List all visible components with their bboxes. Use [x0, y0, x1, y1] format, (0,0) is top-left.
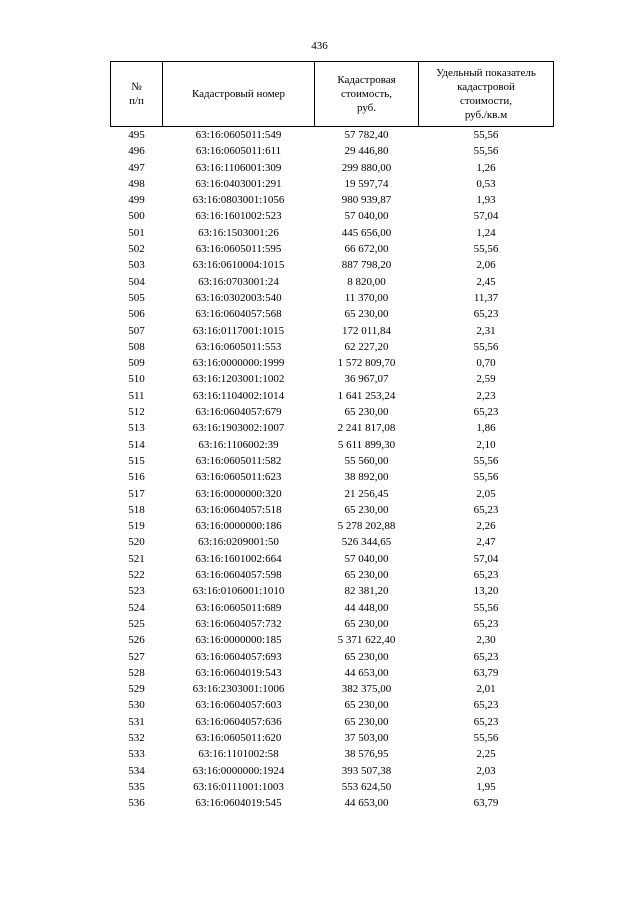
row-number-cell: 497: [128, 161, 145, 174]
table-row: [111, 257, 554, 273]
row-number-cell: 533: [128, 748, 145, 761]
specific-value-cell: 65,23: [473, 569, 499, 582]
table-row: [111, 534, 554, 550]
cadastral-number-cell: 63:16:0604057:568: [195, 308, 282, 321]
cadastral-number-cell: 63:16:0000000:320: [195, 487, 282, 500]
cadastral-value-cell: 299 880,00: [341, 161, 392, 174]
row-number-cell: 516: [128, 471, 145, 484]
row-number-cell: 519: [128, 520, 145, 533]
table-row: [111, 355, 554, 371]
row-number-cell: 498: [128, 177, 145, 190]
specific-value-cell: 55,56: [473, 601, 499, 614]
specific-value-cell: 2,10: [476, 438, 496, 451]
cadastral-number-cell: 63:16:0604057:603: [195, 699, 282, 712]
cadastral-value-cell: 5 371 622,40: [337, 634, 396, 647]
cadastral-value-cell: 65 230,00: [344, 699, 389, 712]
table-body: [111, 127, 554, 812]
row-number-cell: 507: [128, 324, 145, 337]
cadastral-value-cell: 57 040,00: [344, 552, 389, 565]
table-row: [111, 241, 554, 257]
specific-value-cell: 1,93: [476, 194, 496, 207]
cadastral-number-cell: 63:16:0605011:549: [195, 129, 282, 141]
cadastral-number-cell: 63:16:0000000:1924: [192, 764, 285, 777]
cadastral-value-cell: 445 656,00: [341, 226, 392, 239]
cadastral-value-cell: 1 641 253,24: [337, 389, 396, 402]
cadastral-value-cell: 553 624,50: [341, 780, 392, 793]
table-row: [111, 192, 554, 208]
specific-value-cell: 13,20: [473, 585, 499, 598]
cadastral-number-cell: 63:16:1601002:523: [195, 210, 282, 223]
cadastral-value-cell: 44 653,00: [344, 797, 389, 810]
row-number-cell: 496: [128, 145, 145, 158]
specific-value-cell: 57,04: [473, 210, 499, 223]
specific-value-cell: 0,53: [476, 177, 496, 190]
row-number-cell: 512: [128, 406, 145, 419]
specific-value-cell: 2,01: [476, 683, 496, 696]
cadastral-value-table: [110, 61, 554, 811]
specific-value-cell: 1,95: [476, 780, 496, 793]
row-number-cell: 528: [128, 666, 145, 679]
table-row: [111, 290, 554, 306]
cadastral-value-cell: 8 820,00: [347, 275, 386, 288]
cadastral-number-cell: 63:16:0605011:620: [195, 731, 282, 744]
cadastral-value-cell: 55 560,00: [344, 454, 389, 467]
table-row: [111, 730, 554, 746]
row-number-cell: 510: [128, 373, 145, 386]
table-row: [111, 600, 554, 616]
row-number-cell: 500: [128, 210, 145, 223]
table-row: [111, 665, 554, 681]
specific-value-cell: 2,03: [476, 764, 496, 777]
cadastral-value-cell: 19 597,74: [344, 177, 389, 190]
cadastral-value-cell: 65 230,00: [344, 406, 389, 419]
specific-value-cell: 65,23: [473, 650, 499, 663]
row-number-cell: 524: [128, 601, 145, 614]
cadastral-number-cell: 63:16:0000000:185: [195, 634, 282, 647]
row-number-cell: 527: [128, 650, 145, 663]
row-number-cell: 525: [128, 617, 145, 630]
cadastral-value-cell: 38 892,00: [344, 471, 389, 484]
specific-value-cell: 2,31: [476, 324, 496, 337]
specific-value-cell: 55,56: [473, 129, 499, 141]
table-row: [111, 616, 554, 632]
cadastral-number-cell: 63:16:0302003:540: [195, 291, 282, 304]
cadastral-value-cell: 980 939,87: [341, 194, 392, 207]
row-number-cell: 514: [128, 438, 145, 451]
table-row: [111, 697, 554, 713]
table-row: [111, 567, 554, 583]
specific-value-cell: 0,70: [476, 357, 496, 370]
cadastral-value-cell: 44 448,00: [344, 601, 389, 614]
cadastral-value-cell: 5 278 202,88: [337, 520, 396, 533]
cadastral-value-cell: 44 653,00: [344, 666, 389, 679]
specific-value-cell: 2,59: [476, 373, 496, 386]
row-number-cell: 508: [128, 340, 145, 353]
table-row: [111, 176, 554, 192]
cadastral-value-cell: 65 230,00: [344, 503, 389, 516]
cadastral-number-cell: 63:16:1903002:1007: [192, 422, 285, 435]
table-row: [111, 274, 554, 290]
specific-value-cell: 2,30: [476, 634, 496, 647]
cadastral-number-cell: 63:16:0000000:1999: [192, 357, 285, 370]
row-number-cell: 513: [128, 422, 145, 435]
specific-value-cell: 55,56: [473, 454, 499, 467]
row-number-cell: 517: [128, 487, 145, 500]
row-number-cell: 526: [128, 634, 145, 647]
specific-value-cell: 1,86: [476, 422, 496, 435]
row-number-cell: 536: [128, 797, 145, 810]
cadastral-number-cell: 63:16:0605011:582: [195, 454, 282, 467]
table-row: [111, 502, 554, 518]
specific-value-cell: 65,23: [473, 308, 499, 321]
cadastral-value-cell: 66 672,00: [344, 243, 389, 256]
cadastral-number-cell: 63:16:0111001:1003: [193, 780, 284, 793]
cadastral-value-cell: 29 446,80: [344, 145, 389, 158]
specific-value-cell: 55,56: [473, 145, 499, 158]
header-cadastral-number: Кадастровый номер: [163, 62, 315, 127]
row-number-cell: 534: [128, 764, 145, 777]
specific-value-cell: 55,56: [473, 243, 499, 256]
table-row: [111, 127, 554, 144]
cadastral-number-cell: 63:16:1203001:1002: [192, 373, 285, 386]
specific-value-cell: 65,23: [473, 503, 499, 516]
cadastral-number-cell: 63:16:0610004:1015: [192, 259, 285, 272]
row-number-cell: 529: [128, 683, 145, 696]
specific-value-cell: 11,37: [473, 291, 499, 304]
table-row: [111, 518, 554, 534]
cadastral-number-cell: 63:16:0106001:1010: [192, 585, 285, 598]
table-row: [111, 795, 554, 811]
cadastral-value-cell: 11 370,00: [344, 291, 389, 304]
cadastral-number-cell: 63:16:0117001:1015: [192, 324, 285, 337]
cadastral-value-cell: 1 572 809,70: [337, 357, 396, 370]
table-row: [111, 160, 554, 176]
specific-value-cell: 2,25: [476, 748, 496, 761]
specific-value-cell: 65,23: [473, 406, 499, 419]
cadastral-value-cell: 5 611 899,30: [337, 438, 396, 451]
cadastral-value-cell: 38 576,95: [344, 748, 389, 761]
table-row: [111, 323, 554, 339]
cadastral-number-cell: 63:16:1106001:309: [195, 161, 282, 174]
cadastral-number-cell: 63:16:0604057:598: [195, 569, 282, 582]
cadastral-number-cell: 63:16:0604057:636: [195, 715, 282, 728]
table-row: [111, 551, 554, 567]
cadastral-value-cell: 65 230,00: [344, 650, 389, 663]
row-number-cell: 495: [128, 129, 145, 141]
cadastral-value-cell: 393 507,38: [341, 764, 392, 777]
cadastral-value-cell: 65 230,00: [344, 308, 389, 321]
cadastral-number-cell: 63:16:0604057:518: [195, 503, 282, 516]
cadastral-number-cell: 63:16:0605011:553: [195, 340, 282, 353]
row-number-cell: 509: [128, 357, 145, 370]
specific-value-cell: 55,56: [473, 340, 499, 353]
table-row: [111, 404, 554, 420]
specific-value-cell: 2,05: [476, 487, 496, 500]
specific-value-cell: 63,79: [473, 797, 499, 810]
table-row: [111, 632, 554, 648]
cadastral-value-cell: 65 230,00: [344, 617, 389, 630]
table-row: [111, 746, 554, 762]
row-number-cell: 502: [128, 243, 145, 256]
specific-value-cell: 1,26: [476, 161, 496, 174]
cadastral-value-cell: 65 230,00: [344, 715, 389, 728]
table-row: [111, 453, 554, 469]
row-number-cell: 505: [128, 291, 145, 304]
row-number-cell: 521: [128, 552, 145, 565]
header-row-number: № п/п: [111, 62, 163, 127]
specific-value-cell: 1,24: [476, 226, 496, 239]
specific-value-cell: 2,23: [476, 389, 496, 402]
specific-value-cell: 65,23: [473, 617, 499, 630]
table-row: [111, 649, 554, 665]
page-number: 436: [311, 40, 328, 52]
table-row: [111, 208, 554, 224]
row-number-cell: 506: [128, 308, 145, 321]
table-row: [111, 779, 554, 795]
row-number-cell: 504: [128, 275, 145, 288]
cadastral-value-cell: 65 230,00: [344, 569, 389, 582]
specific-value-cell: 2,45: [476, 275, 496, 288]
cadastral-number-cell: 63:16:0803001:1056: [192, 194, 285, 207]
cadastral-value-cell: 172 011,84: [341, 324, 392, 337]
table-row: [111, 469, 554, 485]
cadastral-value-cell: 37 503,00: [344, 731, 389, 744]
row-number-cell: 531: [128, 715, 145, 728]
cadastral-number-cell: 63:16:1503001:26: [198, 226, 279, 239]
cadastral-number-cell: 63:16:0604057:693: [195, 650, 282, 663]
table-row: [111, 486, 554, 502]
table-row: [111, 306, 554, 322]
row-number-cell: 535: [128, 780, 145, 793]
table-row: [111, 681, 554, 697]
row-number-cell: 511: [128, 389, 145, 402]
cadastral-number-cell: 63:16:0605011:623: [195, 471, 282, 484]
cadastral-number-cell: 63:16:0605011:689: [195, 601, 282, 614]
row-number-cell: 518: [128, 503, 145, 516]
cadastral-number-cell: 63:16:0605011:595: [195, 243, 282, 256]
specific-value-cell: 2,06: [476, 259, 496, 272]
table-row: [111, 371, 554, 387]
cadastral-value-cell: 887 798,20: [341, 259, 392, 272]
specific-value-cell: 63,79: [473, 666, 499, 679]
table-row: [111, 420, 554, 436]
table-row: [111, 714, 554, 730]
cadastral-number-cell: 63:16:1106002:39: [198, 438, 279, 451]
cadastral-value-cell: 21 256,45: [344, 487, 389, 500]
cadastral-number-cell: 63:16:0604019:545: [195, 797, 282, 810]
row-number-cell: 530: [128, 699, 145, 712]
cadastral-number-cell: 63:16:0605011:611: [195, 145, 282, 158]
specific-value-cell: 65,23: [473, 715, 499, 728]
cadastral-number-cell: 63:16:0604019:543: [195, 666, 282, 679]
specific-value-cell: 65,23: [473, 699, 499, 712]
cadastral-value-cell: 57 782,40: [344, 129, 389, 141]
table-row: [111, 437, 554, 453]
cadastral-number-cell: 63:16:0703001:24: [198, 275, 279, 288]
cadastral-number-cell: 63:16:1101002:58: [198, 748, 279, 761]
table-row: [111, 388, 554, 404]
cadastral-number-cell: 63:16:0604057:679: [195, 406, 282, 419]
cadastral-value-cell: 36 967,07: [344, 373, 389, 386]
cadastral-number-cell: 63:16:0403001:291: [195, 177, 282, 190]
cadastral-number-cell: 63:16:2303001:1006: [192, 683, 285, 696]
table-row: [111, 225, 554, 241]
table-header-row: [111, 62, 554, 127]
cadastral-value-cell: 57 040,00: [344, 210, 389, 223]
cadastral-value-cell: 526 344,65: [341, 536, 392, 549]
cadastral-value-cell: 382 375,00: [341, 683, 392, 696]
specific-value-cell: 55,56: [473, 731, 499, 744]
cadastral-value-cell: 62 227,20: [344, 340, 389, 353]
header-specific-value: Удельный показатель кадастровой стоимости, руб./кв.м: [419, 62, 554, 127]
row-number-cell: 501: [128, 226, 145, 239]
cadastral-value-cell: 2 241 817,08: [337, 422, 396, 435]
row-number-cell: 503: [128, 259, 145, 272]
row-number-cell: 523: [128, 585, 145, 598]
cadastral-number-cell: 63:16:1104002:1014: [192, 389, 285, 402]
table-row: [111, 763, 554, 779]
table-row: [111, 339, 554, 355]
cadastral-number-cell: 63:16:1601002:664: [195, 552, 282, 565]
row-number-cell: 522: [128, 569, 145, 582]
row-number-cell: 499: [128, 194, 145, 207]
specific-value-cell: 2,47: [476, 536, 496, 549]
cadastral-number-cell: 63:16:0000000:186: [195, 520, 282, 533]
table-row: [111, 583, 554, 599]
header-cadastral-value: Кадастровая стоимость, руб.: [315, 62, 419, 127]
specific-value-cell: 55,56: [473, 471, 499, 484]
cadastral-number-cell: 63:16:0604057:732: [195, 617, 282, 630]
row-number-cell: 520: [128, 536, 145, 549]
row-number-cell: 515: [128, 454, 145, 467]
table-row: [111, 143, 554, 159]
specific-value-cell: 57,04: [473, 552, 499, 565]
row-number-cell: 532: [128, 731, 145, 744]
specific-value-cell: 2,26: [476, 520, 496, 533]
cadastral-number-cell: 63:16:0209001:50: [198, 536, 279, 549]
cadastral-value-cell: 82 381,20: [344, 585, 389, 598]
